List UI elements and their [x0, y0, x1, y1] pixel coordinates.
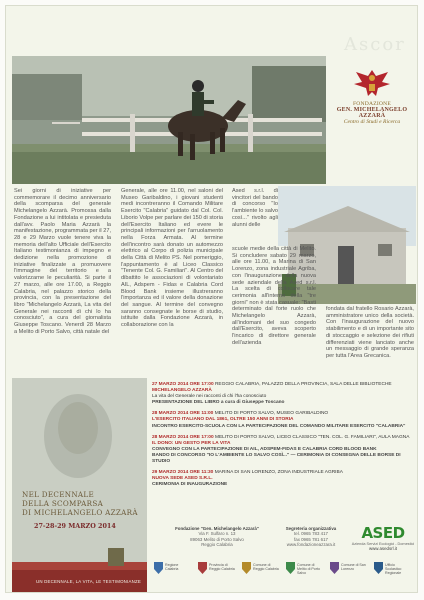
patron-name: Ufficio Scolastico Regionale [385, 563, 402, 576]
article-column-3: scuole medie della città di Melito. Si concludere sabato 29 marzo, alle ore 11.00, a Marina di San Lorenzo, zona industriale Agriba, con l'inaugurazione della nuova sede aziendale della Ased s.r.l. La scelta di collocare tale cerimonia all'interno della "tre giorni" non è stata casuale: "Basti determinato dal forte ruolo che Michelangelo Azzarà, all'indomani del suo congedo dall'Esercito, aveva scoperto l'incarico di direttore generale dell'azienda [232, 246, 316, 346]
commemoration-title-line-2: DELLA SCOMPARSA [22, 499, 104, 508]
general-portrait [12, 378, 147, 592]
event-note: INCONTRO ESERCITO-SCUOLA CON LA PARTECIPAZIONE DEL COMANDO MILITARE ESERCITO "CALABRIA" [152, 423, 406, 429]
foundation-subtitle: Centro di Studi e Ricerca [343, 119, 401, 125]
event-time: ORE 17:00 [189, 382, 214, 387]
event-item [152, 411, 418, 429]
patron-crest [152, 562, 192, 588]
event-place: MARINA DI SAN LORENZO, ZONA INDUSTRIALE AGRIBA [214, 470, 343, 476]
event-schedule [152, 382, 418, 493]
article-column-3-top: Ased s.r.l. di vincitori del bando di concorso "Io l'ambiente lo salvo così..." rivolto agli alunni delle [232, 188, 278, 228]
event-place: REGGIO CALABRIA, PALAZZO DELLA PROVINCIA, SALA DELLE BIBLIOTECHE [214, 382, 392, 387]
patron-crest [240, 562, 280, 588]
footer [152, 524, 418, 590]
article-column-4: fondata dal fratello Rosario Azzarà, amministratore unico della società. Con l'inaugurazione del nuovo stabilimento e di un importante sito di stoccaggio e selezione dei rifiuti differenziati viene lanciato anche un messaggio di grande speranza per tutta l'Area Grecanica. [326, 306, 414, 359]
article-column-1: Sei giorni di iniziative per commemorare il decimo anniversario della scomparsa del generale Michelangelo Azzarà. Promossa dalla Fondazione a lui intitolata e presieduta dall'avv. Paolo Maria Azzarà la manifestazione, programmata per il 27, 28 e 29 Marzo vuole tenere viva la memoria dell'alto Ufficiale dell'Esercito Italiano testimonianza di impegno e dedizione nella promozione di iniziative finalizzate a promuovere l'immagine del territorio e a valorizzarne le peculiarità. Si parte il 27 marzo, alle ore 17.00, a Reggio Calabria, nel palazzo storico della provincia, con la presentazione del libro "Michelangelo Azzarà, La vita del Generale nei racconti di chi lo ha conosciuto", a cura del giornalista Giuseppe Toscano. Venerdì 28 Marzo a Melito di Porto Salvo, città natale del [14, 188, 111, 335]
ased-logo [348, 524, 418, 551]
event-note: BANDO DI CONCORSO "IO L'AMBIENTE LO SALVO COSÌ..." — CERIMONIA DI CONSEGNA DELLE BORSE DI STUDIO [152, 452, 401, 465]
commemoration-title-line-3: DI MICHELANGELO AZZARÀ [22, 508, 138, 517]
patron-name: Comune di Reggio Calabria [253, 563, 279, 572]
patron-crest [284, 562, 324, 588]
event-time: ORE 11:30 [189, 470, 214, 476]
commemoration-caption: UN DECENNALE, LA VITA, LE TESTIMONIANZE [36, 579, 141, 584]
event-date: 28 MARZO 2014 [152, 411, 189, 417]
shield-icon [242, 562, 251, 574]
commemoration-title-line-1: NEL DECENNALE [22, 490, 95, 499]
shield-icon [154, 562, 163, 574]
header-photo [12, 56, 326, 184]
ased-website: www.asedsrl.it [368, 546, 398, 552]
event-section [12, 378, 418, 592]
event-date: 29 MARZO 2014 [152, 470, 189, 476]
foundation-contact-name: Fondazione "Gen. Michelangelo Azzarà" [175, 526, 259, 531]
shield-icon [330, 562, 339, 574]
secretary-contacts: tel. 0965 783 417 fax 0965 781 617 www.fondazioneazzara.it [286, 531, 336, 547]
event-place: MELITO DI PORTO SALVO, MUSEO GARIBALDINO [214, 411, 329, 417]
event-title: MICHELANGELO AZZARÀ [152, 388, 212, 394]
patron-name: Comune di Melito di Porto Salvo [297, 563, 320, 576]
shield-icon [286, 562, 295, 574]
shield-icon [198, 562, 207, 574]
commemoration-title [22, 490, 140, 517]
event-item [152, 435, 418, 465]
patron-crests [152, 562, 418, 588]
event-title: L'ESERCITO ITALIANO DAL 1861, OLTRE 150 ANNI DI STORIA [152, 417, 294, 423]
ased-subtitle: Azienda Servizi Ecologici - Domestici [351, 542, 415, 546]
foundation-contact [162, 526, 272, 547]
event-subtitle: CONVEGNO CON LA PARTECIPAZIONE DI AIL, ADSPEM-FIDAS E CALABRIA CORD BLOOD BANK [152, 446, 377, 452]
secretary-label: Segreteria organizzativa [285, 526, 337, 531]
patron-crest [196, 562, 236, 588]
event-title: IL DONO: UN GESTO PER LA VITA [152, 440, 231, 446]
event-subtitle: La vita del Generale nei racconti di chi l'ha conosciuto [152, 394, 267, 400]
event-item [152, 470, 418, 488]
event-note: PRESENTAZIONE DEL LIBRO a cura di Giuseppe Toscano [152, 400, 285, 406]
patron-name: Regione Calabria [165, 563, 179, 572]
patron-crest [372, 562, 412, 588]
newspaper-page [5, 5, 418, 593]
shield-icon [374, 562, 383, 574]
patron-name: Comune di San Lorenzo [341, 563, 366, 572]
foundation-address: Via F. Sulfaro n. 13 89063 Melito di Porto Salvo Reggio Calabria [190, 531, 244, 547]
patron-crest [328, 562, 368, 588]
foundation-logo [328, 66, 416, 140]
commemoration-dates: 27-28-29 MARZO 2014 [34, 522, 116, 530]
ased-logo-text: ASED [361, 524, 405, 542]
event-note: CERIMONIA DI INAUGURAZIONE [152, 482, 228, 488]
watermark-text: Ascor [344, 34, 406, 55]
event-time: ORE 11:00 [189, 411, 214, 417]
foundation-label: FONDAZIONE [352, 101, 392, 107]
event-date: 27 MARZO 2014 [152, 382, 189, 387]
event-time: ORE 17:00 [189, 434, 214, 440]
event-title: NUOVA SEDE ASED S.R.L. [152, 476, 213, 482]
patron-name: Provincia di Reggio Calabria [209, 563, 235, 572]
secretary-contact [278, 526, 344, 547]
event-date: 28 MARZO 2014 [152, 434, 189, 440]
eagle-crest-icon [352, 66, 392, 100]
event-place: MELITO DI PORTO SALVO, LICEO CLASSICO "TEN. COL. G. FAMILIARI", AULA MAGNA [214, 434, 410, 440]
foundation-name: GEN. MICHELANGELO AZZARÀ [336, 107, 408, 119]
article-column-2: Generale, alle ore 11.00, nel saloni del Museo Garibaldino, i giovani studenti medi incontreranno il Comando Militare Esercito "Calabria" guidato dal Col. Col. Liborio Volpe per parlare dei 150 di storia dell'Esercito Italiano ed evere le principali informazioni per l'arruolamento nella Forza Armata. Al termine dell'incontro sarà donato un automezzo elettrico al Corpo di polizia municipale della Città di Melito PS. Nel pomeriggio, l'appuntamento è al Liceo Classico "Tenente Col. G. Familiari". Al Centro del dibattito le associazioni di volontariato AIL, Adspem - Fidas e Calabria Cord Blood Bank insieme illustreranno l'importanza ed il valore della donazione del sangue. Al termine del convegno saranno consegnate le borse di studio, istituite dalla Fondazione Azzarà, in collaborazione con la [121, 188, 223, 329]
event-item [152, 382, 418, 406]
